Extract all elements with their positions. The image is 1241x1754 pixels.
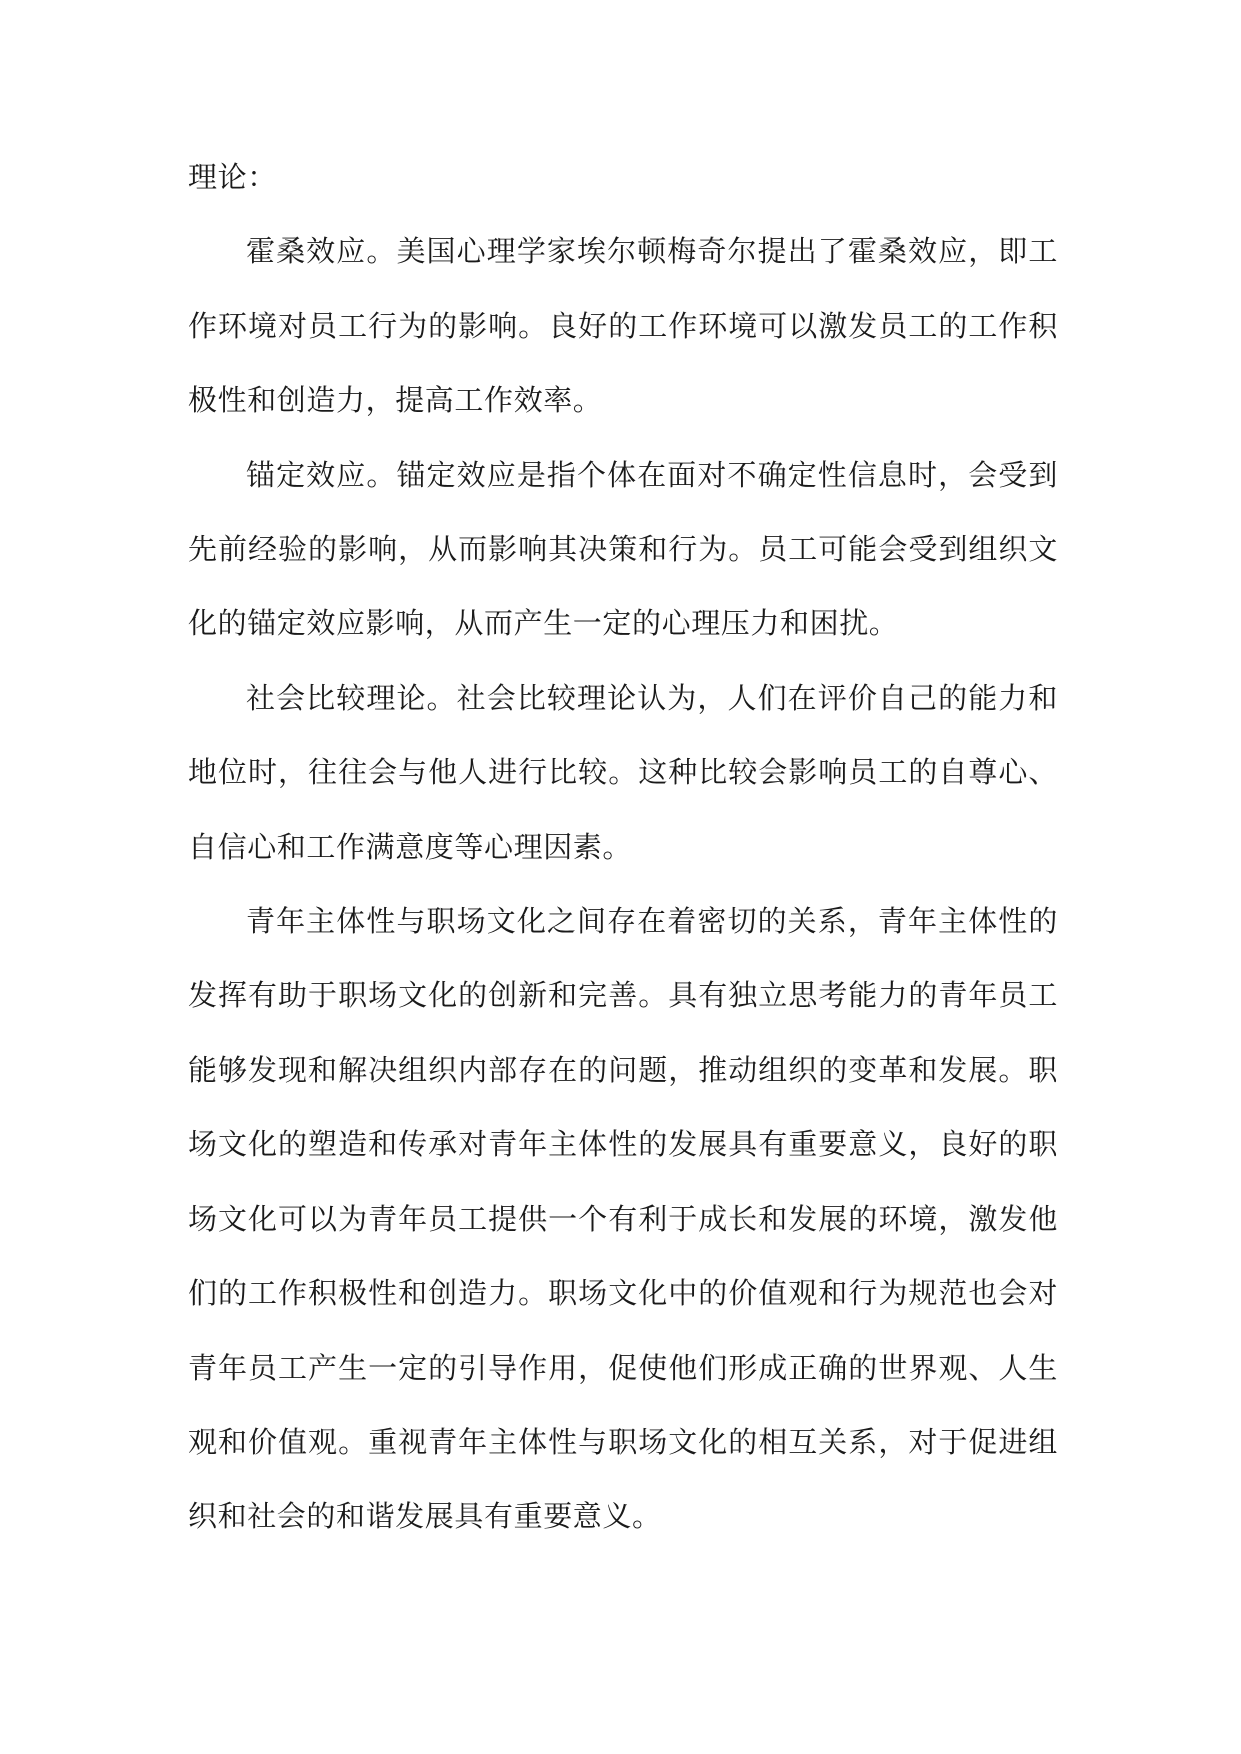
- paragraph-anchoring-effect: 锚定效应。锚定效应是指个体在面对不确定性信息时，会受到先前经验的影响，从而影响其决策和行为。员工可能会受到组织文化的锚定效应影响，从而产生一定的心理压力和困扰。: [188, 457, 1058, 641]
- paragraph-youth-workplace-culture: 青年主体性与职场文化之间存在着密切的关系，青年主体性的发挥有助于职场文化的创新和完善。具有独立思考能力的青年员工能够发现和解决组织内部存在的问题，推动组织的变革和发展。职场文化的塑造和传承对青年主体性的发展具有重要意义，良好的职场文化可以为青年员工提供一个有利于成长和发展的环境，激发他们的工作积极性和创造力。职场文化中的价值观和行为规范也会对青年员工产生一定的引导作用，促使他们形成正确的世界观、人生观和价值观。重视青年主体性与职场文化的相互关系，对于促进组织和社会的和谐发展具有重要意义。: [188, 904, 1058, 1534]
- paragraph-hawthorne-effect: 霍桑效应。美国心理学家埃尔顿梅奇尔提出了霍桑效应，即工作环境对员工行为的影响。良好的工作环境可以激发员工的工作积极性和创造力，提高工作效率。: [188, 234, 1058, 418]
- paragraph-social-comparison: 社会比较理论。社会比较理论认为，人们在评价自己的能力和地位时，往往会与他人进行比较。这种比较会影响员工的自尊心、自信心和工作满意度等心理因素。: [188, 680, 1058, 864]
- document-body: [188, 140, 1058, 1554]
- paragraph-continuation: 理论：: [188, 160, 277, 194]
